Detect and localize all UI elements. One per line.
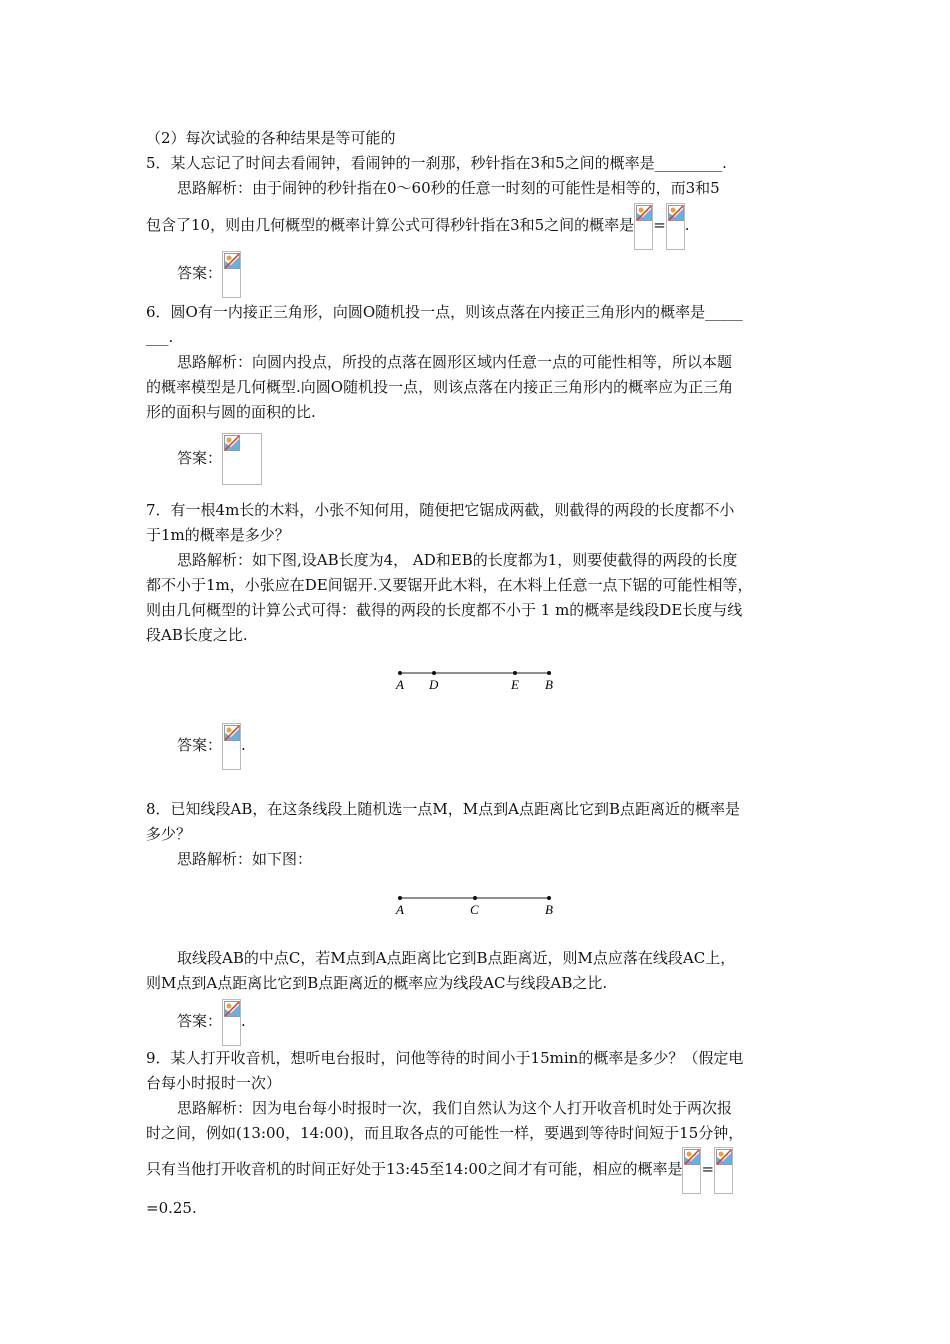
question-7: 7．有一根4m长的木料，小张不知何用，随便把它锯成两截，则截得的两段的长度都不小 (146, 501, 735, 519)
point-e (513, 671, 517, 675)
point-b (547, 896, 551, 900)
broken-image-icon (634, 203, 653, 250)
label-d: D (429, 677, 439, 692)
period: . (684, 216, 690, 234)
question-9-cont: 台每小时报时一次） (146, 1074, 282, 1092)
answer-label: 答案： (177, 1012, 223, 1030)
broken-image-icon (222, 723, 241, 770)
broken-image-icon (714, 1147, 733, 1194)
analysis-text: 取线段AB的中点C，若M点到A点距离比它到B点距离近，则M点应落在线段AC上， (177, 949, 736, 967)
analysis-text: 都不小于1m，小张应在DE间锯开.又要锯开此木料，在木料上任意一点下锯的可能性相等， (146, 576, 753, 594)
answer-row (177, 722, 246, 770)
analysis-text: 包含了10，则由几何概型的概率计算公式可得秒针指在3和5之间的概率是 (146, 216, 635, 234)
analysis-text: 形的面积与圆的面积的比. (146, 403, 316, 421)
analysis-text: 则M点到A点距离比它到B点距离近的概率应为线段AC与线段AB之比. (146, 974, 608, 992)
question-6-cont: ___. (146, 328, 174, 346)
question-9: 9．某人打开收音机，想听电台报时，问他等待的时间小于15min的概率是多少？（假定电 (146, 1049, 744, 1067)
point-a (398, 671, 402, 675)
text-line: （2）每次试验的各种结果是等可能的 (146, 129, 396, 147)
question-8-cont: 多少？ (146, 825, 192, 843)
broken-image-icon (222, 251, 241, 298)
segment-diagram-adeb (390, 662, 560, 692)
answer-row (177, 432, 262, 485)
answer-row (177, 250, 241, 298)
analysis-text: 思路解析：由于闹钟的秒针指在0～60秒的任意一时刻的可能性是相等的，而3和5 (177, 179, 720, 197)
label-b: B (545, 902, 553, 917)
question-5: 5．某人忘记了时间去看闹钟，看闹钟的一刹那，秒针指在3和5之间的概率是_________. (146, 154, 727, 172)
analysis-text: 的概率模型是几何概型.向圆O随机投一点，则该点落在内接正三角形内的概率应为正三角 (146, 378, 734, 396)
label-a: A (396, 677, 404, 692)
analysis-text: 思路解析：向圆内投点，所投的点落在圆形区域内任意一点的可能性相等，所以本题 (177, 353, 733, 371)
answer-label: 答案： (177, 736, 223, 754)
question-6: 6．圆O有一内接正三角形，向圆O随机投一点，则该点落在内接正三角形内的概率是_____ (146, 303, 743, 321)
period: . (241, 1012, 246, 1030)
equals-sign: = (701, 1160, 715, 1178)
analysis-text: 时之间，例如(13:00，14:00)，而且取各点的可能性一样，要遇到等待时间短于15分钟， (146, 1124, 744, 1142)
analysis-text: 段AB长度之比. (146, 626, 248, 644)
answer-row (177, 998, 246, 1046)
broken-image-icon (682, 1147, 701, 1194)
broken-image-icon (222, 999, 241, 1046)
answer-label: 答案： (177, 264, 223, 282)
analysis-text (146, 202, 690, 250)
point-d (432, 671, 436, 675)
point-a (398, 896, 402, 900)
broken-image-icon (222, 433, 262, 485)
point-c (473, 896, 477, 900)
analysis-text: 思路解析：因为电台每小时报时一次，我们自然认为这个人打开收音机时处于两次报 (177, 1099, 733, 1117)
question-8: 8．已知线段AB，在这条线段上随机选一点M，M点到A点距离比它到B点距离近的概率是 (146, 800, 740, 818)
segment-diagram-acb (390, 887, 560, 917)
label-c: C (470, 902, 479, 917)
broken-image-icon (666, 203, 685, 250)
question-7-cont: 于1m的概率是多少？ (146, 526, 290, 544)
point-b (547, 671, 551, 675)
analysis-text: 思路解析：如下图,设AB长度为4， AD和EB的长度都为1，则要使截得的两段的长度 (177, 551, 738, 569)
answer-label: 答案： (177, 449, 223, 467)
label-a: A (396, 902, 404, 917)
analysis-text: 只有当他打开收音机的时间正好处于13:45至14:00之间才有可能，相应的概率是 (146, 1160, 683, 1178)
period: . (241, 736, 246, 754)
analysis-text: 则由几何概型的计算公式可得：截得的两段的长度都不小于 1 m的概率是线段DE长度与线 (146, 601, 743, 619)
analysis-text: =0.25. (146, 1199, 197, 1217)
equals-sign: = (653, 216, 666, 234)
analysis-text: 思路解析：如下图： (177, 850, 313, 868)
label-e: E (511, 677, 519, 692)
label-b: B (545, 677, 553, 692)
analysis-text (146, 1146, 733, 1194)
